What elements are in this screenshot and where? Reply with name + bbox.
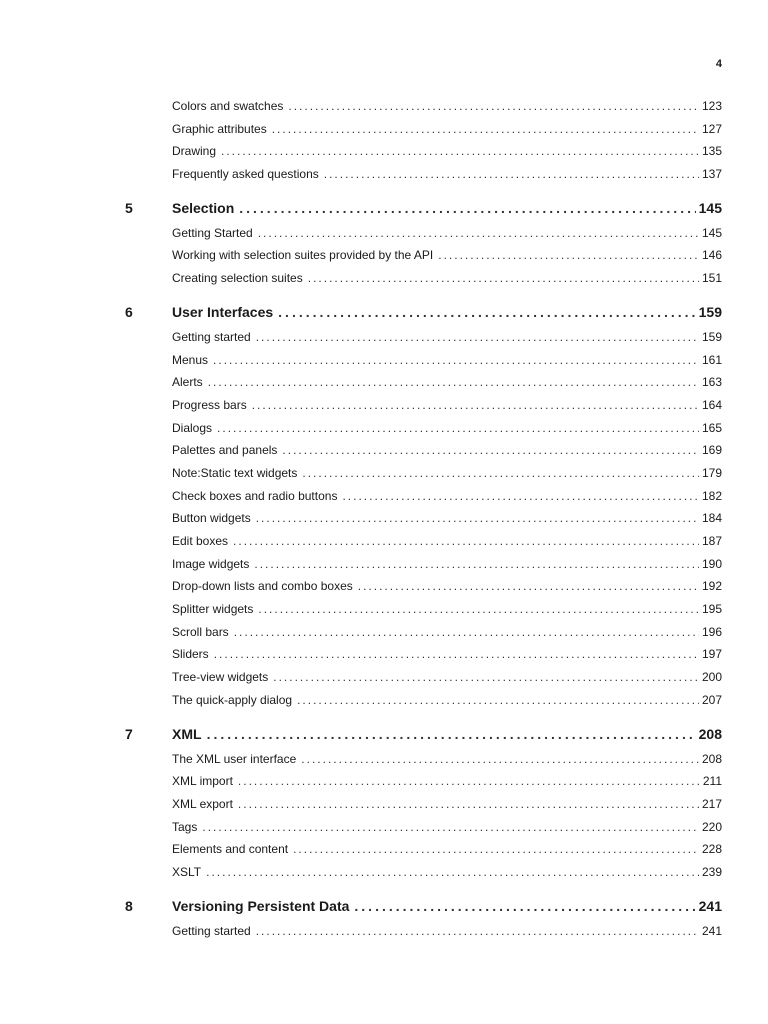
dot-leader bbox=[206, 865, 699, 879]
toc-entry[interactable] bbox=[0, 372, 768, 395]
toc-entry-page-number: 217 bbox=[701, 796, 722, 811]
toc-entry-title[interactable]: Scroll bars bbox=[172, 624, 229, 639]
toc-entry-page-number: 127 bbox=[701, 121, 722, 136]
toc-entry-title[interactable]: The XML user interface bbox=[172, 751, 297, 766]
toc-entry-page-number: 187 bbox=[701, 534, 722, 548]
toc-entry-page-number: 169 bbox=[701, 443, 722, 458]
chapter-section bbox=[0, 96, 768, 187]
dot-leader bbox=[301, 752, 699, 766]
toc-entry[interactable] bbox=[0, 599, 768, 622]
toc-entry[interactable] bbox=[0, 119, 768, 142]
toc-entry-page-number: 195 bbox=[701, 602, 722, 617]
toc-entry-page-number: 146 bbox=[701, 248, 722, 263]
toc-entry[interactable] bbox=[0, 350, 768, 373]
toc-entry[interactable] bbox=[0, 418, 768, 441]
chapter-title[interactable]: Selection bbox=[172, 199, 235, 216]
chapter-section bbox=[0, 197, 768, 291]
dot-leader bbox=[208, 375, 699, 389]
toc-entry-title[interactable]: Frequently asked questions bbox=[172, 167, 319, 182]
dot-leader bbox=[234, 625, 699, 639]
toc-entry-page-number: 220 bbox=[701, 819, 722, 834]
toc-entry-page-number: 211 bbox=[702, 774, 722, 789]
toc-entry[interactable] bbox=[0, 839, 768, 862]
toc-entry-title[interactable]: Sliders bbox=[172, 647, 209, 662]
chapter-page-number: 159 bbox=[698, 303, 722, 320]
toc-entry-page-number: 200 bbox=[701, 670, 722, 685]
dot-leader bbox=[256, 511, 699, 525]
dot-leader bbox=[293, 842, 699, 856]
dot-leader bbox=[207, 726, 696, 742]
toc-entry-page-number: 145 bbox=[701, 225, 722, 240]
chapter-number: 5 bbox=[125, 199, 133, 216]
toc-entry-title[interactable]: Drawing bbox=[172, 144, 217, 159]
dot-leader bbox=[214, 647, 699, 661]
chapter-heading[interactable] bbox=[0, 723, 768, 749]
dot-leader bbox=[233, 534, 699, 548]
toc-entry-title[interactable]: The quick-apply dialog bbox=[172, 692, 293, 707]
toc-entry-page-number: 135 bbox=[701, 144, 722, 159]
dot-leader bbox=[258, 602, 699, 616]
page-number: 4 bbox=[715, 58, 722, 70]
toc-entry[interactable] bbox=[0, 245, 768, 268]
toc-entry-title[interactable]: Getting started bbox=[172, 923, 251, 938]
dot-leader bbox=[324, 167, 699, 181]
chapter-section bbox=[0, 301, 768, 713]
dot-leader bbox=[278, 304, 695, 320]
chapter-heading[interactable] bbox=[0, 895, 768, 921]
toc-entry[interactable] bbox=[0, 576, 768, 599]
toc-entry[interactable] bbox=[0, 817, 768, 840]
toc-entry[interactable] bbox=[0, 622, 768, 645]
toc-entry-title[interactable]: Note:Static text widgets bbox=[172, 465, 298, 480]
chapter-heading[interactable] bbox=[0, 197, 768, 223]
dot-leader bbox=[342, 489, 699, 503]
toc-entry-title[interactable]: Splitter widgets bbox=[172, 602, 254, 617]
toc-entry-title[interactable]: Tags bbox=[172, 819, 198, 834]
toc-entry-page-number: 163 bbox=[701, 375, 722, 390]
dot-leader bbox=[282, 443, 699, 457]
toc-entry-page-number: 241 bbox=[701, 923, 722, 938]
dot-leader bbox=[308, 271, 699, 285]
dot-leader bbox=[358, 579, 699, 593]
toc-entry[interactable] bbox=[0, 486, 768, 509]
dot-leader bbox=[221, 144, 699, 158]
toc-entry-page-number: 228 bbox=[701, 842, 722, 857]
toc-entry-title[interactable]: Drop-down lists and combo boxes bbox=[172, 579, 353, 594]
toc-entry-title[interactable]: Check boxes and radio buttons bbox=[172, 488, 338, 503]
toc-entry[interactable] bbox=[0, 554, 768, 577]
toc-entry-page-number: 179 bbox=[701, 465, 722, 480]
toc-entry-title[interactable]: Edit boxes bbox=[172, 534, 229, 548]
dot-leader bbox=[302, 466, 699, 480]
toc-entry-title[interactable]: Colors and swatches bbox=[172, 99, 284, 113]
toc-entry[interactable] bbox=[0, 141, 768, 164]
dot-leader bbox=[272, 122, 699, 136]
toc-entry-page-number: 184 bbox=[701, 511, 722, 526]
table-of-contents bbox=[0, 96, 768, 943]
toc-entry[interactable] bbox=[0, 690, 768, 713]
chapter-number: 6 bbox=[125, 303, 133, 320]
chapter-page-number: 145 bbox=[698, 199, 722, 216]
chapter-page-number: 241 bbox=[698, 897, 722, 914]
toc-entry-title[interactable]: Palettes and panels bbox=[172, 443, 278, 458]
toc-entry-title[interactable]: Image widgets bbox=[172, 556, 250, 571]
dot-leader bbox=[256, 330, 699, 344]
toc-entry[interactable] bbox=[0, 794, 768, 817]
toc-entry-page-number: 159 bbox=[701, 329, 722, 344]
toc-entry-title[interactable]: Elements and content bbox=[172, 842, 289, 857]
dot-leader bbox=[239, 200, 695, 216]
dot-leader bbox=[238, 797, 699, 811]
dot-leader bbox=[258, 226, 699, 240]
chapter-section bbox=[0, 723, 768, 885]
dot-leader bbox=[238, 774, 700, 788]
chapter-number: 7 bbox=[125, 725, 133, 742]
toc-entry[interactable] bbox=[0, 395, 768, 418]
toc-entry-title[interactable]: Getting started bbox=[172, 329, 251, 344]
toc-entry-title[interactable]: XML import bbox=[172, 774, 233, 789]
chapter-section bbox=[0, 895, 768, 944]
toc-entry-page-number: 123 bbox=[701, 99, 722, 113]
chapter-number: 8 bbox=[125, 897, 133, 914]
toc-entry[interactable] bbox=[0, 463, 768, 486]
dot-leader bbox=[202, 820, 699, 834]
toc-entry-title[interactable]: Creating selection suites bbox=[172, 271, 303, 286]
toc-entry-page-number: 164 bbox=[701, 397, 722, 412]
toc-entry[interactable] bbox=[0, 223, 768, 246]
toc-entry-title[interactable]: Working with selection suites provided by the API bbox=[172, 248, 434, 263]
toc-entry-page-number: 161 bbox=[701, 352, 722, 367]
toc-entry-page-number: 196 bbox=[701, 624, 722, 639]
toc-entry-page-number: 208 bbox=[701, 751, 722, 766]
toc-entry-title[interactable]: Progress bars bbox=[172, 397, 247, 412]
toc-entry-page-number: 151 bbox=[701, 271, 722, 286]
toc-entry-page-number: 137 bbox=[701, 167, 722, 182]
toc-entry-title[interactable]: Getting Started bbox=[172, 225, 253, 240]
toc-entry-title[interactable]: Dialogs bbox=[172, 420, 213, 435]
toc-entry-title[interactable]: Tree-view widgets bbox=[172, 670, 269, 685]
chapter-title[interactable]: User Interfaces bbox=[172, 303, 274, 320]
toc-entry[interactable] bbox=[0, 749, 768, 772]
toc-entry[interactable] bbox=[0, 268, 768, 291]
toc-entry[interactable] bbox=[0, 327, 768, 350]
dot-leader bbox=[217, 421, 699, 435]
dot-leader bbox=[213, 353, 699, 367]
toc-entry-title[interactable]: XML export bbox=[172, 796, 233, 811]
toc-entry[interactable] bbox=[0, 771, 768, 794]
toc-entry-page-number: 197 bbox=[701, 647, 722, 662]
toc-entry[interactable] bbox=[0, 862, 768, 885]
chapter-title[interactable]: XML bbox=[172, 725, 202, 742]
chapter-heading[interactable] bbox=[0, 301, 768, 327]
dot-leader bbox=[438, 248, 699, 262]
toc-entry-page-number: 165 bbox=[701, 420, 722, 435]
dot-leader bbox=[288, 99, 699, 113]
toc-entry-title[interactable]: Menus bbox=[172, 352, 209, 367]
dot-leader bbox=[256, 924, 699, 938]
toc-entry[interactable] bbox=[0, 644, 768, 667]
chapter-page-number: 208 bbox=[698, 725, 722, 742]
toc-entry[interactable] bbox=[0, 508, 768, 531]
dot-leader bbox=[273, 670, 699, 684]
dot-leader bbox=[252, 398, 699, 412]
toc-entry[interactable] bbox=[0, 921, 768, 944]
dot-leader bbox=[297, 693, 699, 707]
dot-leader bbox=[254, 557, 699, 571]
toc-entry-title[interactable]: Graphic attributes bbox=[172, 121, 267, 136]
toc-entry[interactable] bbox=[0, 164, 768, 187]
toc-entry-page-number: 239 bbox=[701, 864, 722, 879]
toc-entry-page-number: 192 bbox=[701, 579, 722, 594]
toc-entry[interactable] bbox=[0, 440, 768, 463]
toc-entry-page-number: 190 bbox=[701, 556, 722, 571]
chapter-title[interactable]: Versioning Persistent Data bbox=[172, 897, 350, 914]
toc-entry-title[interactable]: XSLT bbox=[172, 864, 202, 879]
toc-entry-page-number: 182 bbox=[701, 488, 722, 503]
toc-entry[interactable] bbox=[0, 96, 768, 119]
toc-entry-title[interactable]: Alerts bbox=[172, 375, 203, 390]
toc-entry-page-number: 207 bbox=[701, 692, 722, 707]
toc-entry[interactable] bbox=[0, 531, 768, 554]
dot-leader bbox=[354, 898, 695, 914]
toc-entry[interactable] bbox=[0, 667, 768, 690]
toc-entry-title[interactable]: Button widgets bbox=[172, 511, 251, 526]
